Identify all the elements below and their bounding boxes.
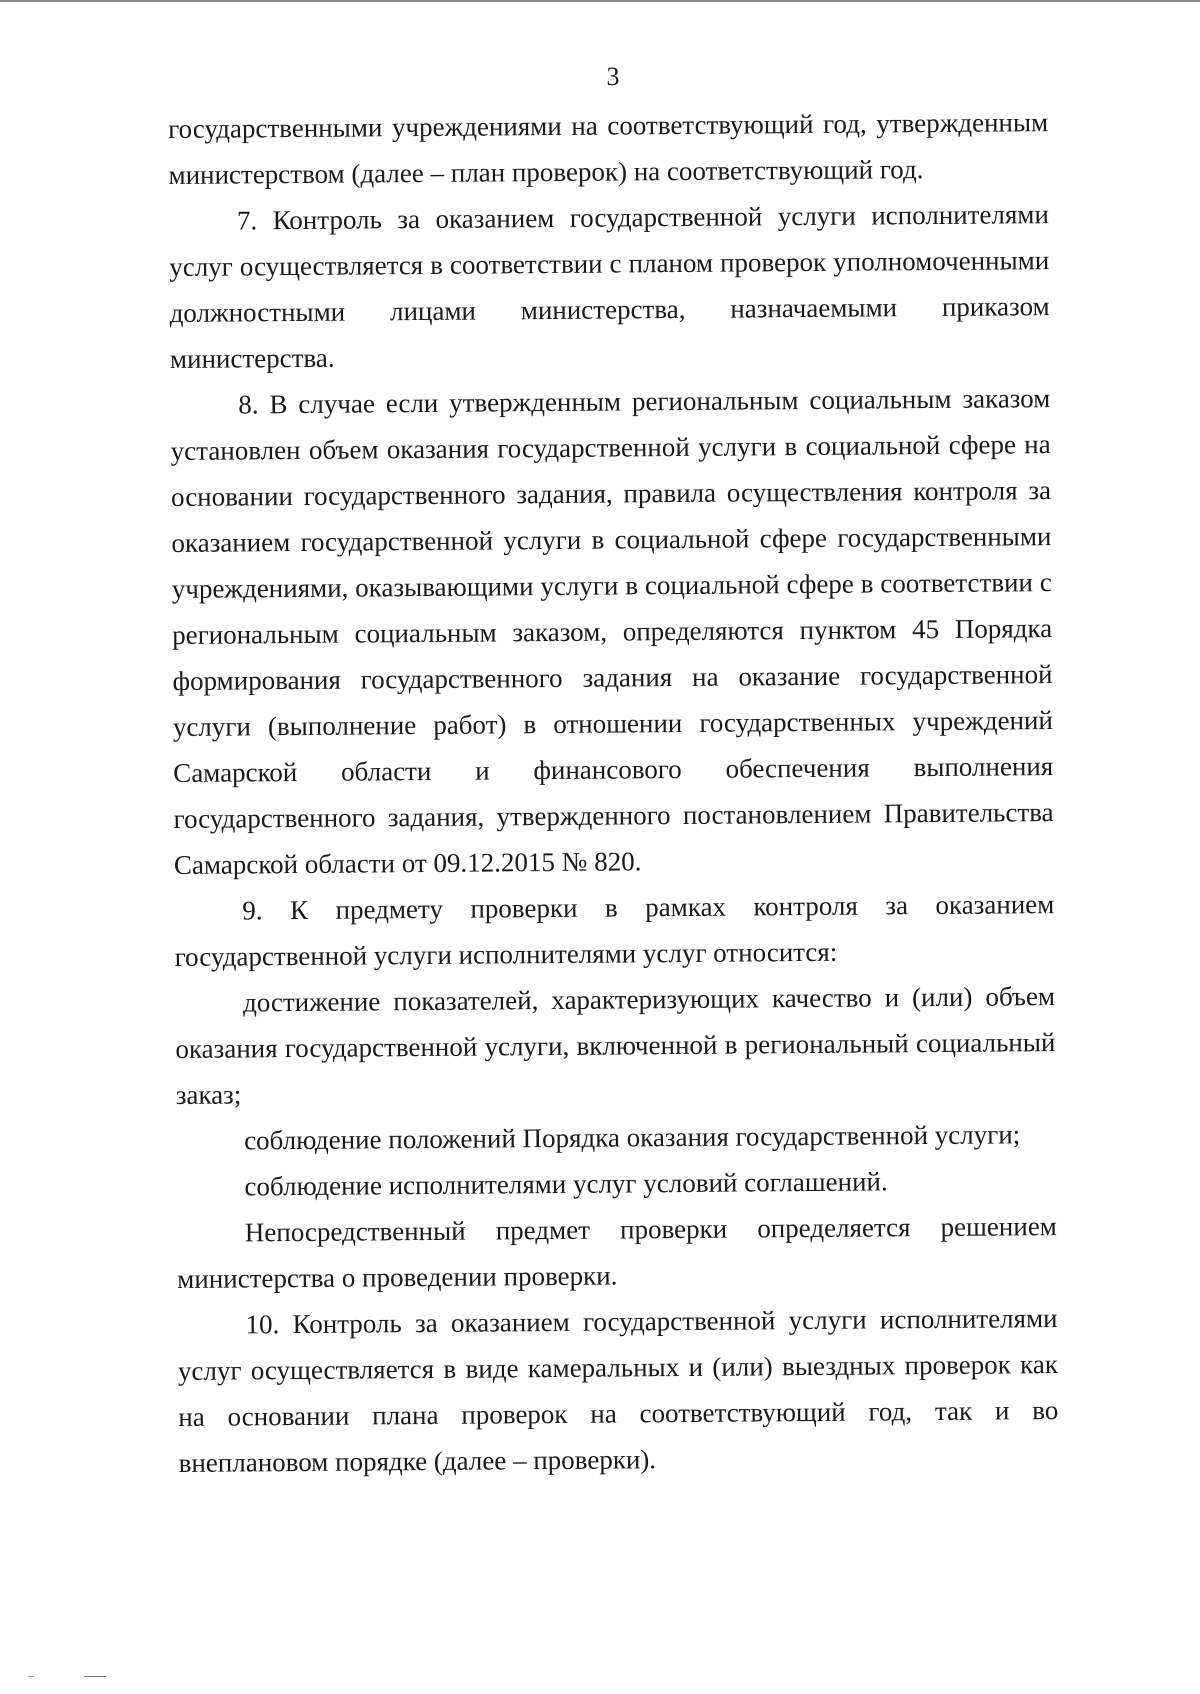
paragraph-subject-procedure: соблюдение положений Порядка оказания государственной услуги; — [244, 1119, 1021, 1156]
document-body — [168, 99, 1059, 1486]
paragraph-item-7: 7. Контроль за оказанием государственной услуги исполнителями услуг осуществляется в соответствии с планом проверок уполномоченными должностными лицами министерства, назначаемыми приказом министерства. — [169, 199, 1050, 374]
paragraph-subject-agreements: соблюдение исполнителями услуг условий соглашений. — [244, 1166, 888, 1202]
paragraph-item-10: 10. Контроль за оказанием государственной услуги исполнителями услуг осуществляется в виде камеральных и (или) выездных проверок как на основании плана проверок на соответствующий год, так и во внеплановом порядке (далее – проверки). — [177, 1303, 1059, 1478]
scan-mark — [84, 1676, 106, 1677]
paragraph-item-8: 8. В случае если утвержденным региональным социальным заказом установлен объем оказания государственной услуги в социальной сфере на основании государственного задания, правила осуществления контроля за оказанием государственной услуги в социальной сфере государственными учреждениями, оказывающими услуги в социальной сфере в соответствии с региональным социальным заказом, определяются пунктом 45 Порядка формирования государственного задания на оказание государственной услуги (выполнение работ) в отношении государственных учреждений Самарской области и финансового обеспечения выполнения государственного задания, утвержденного постановлением Правительства Самарской области от 09.12.2015 № 820. — [170, 383, 1054, 880]
paragraph-item-9: 9. К предмету проверки в рамках контроля за оказанием государственной услуги исполнителями услуг относится: — [174, 889, 1055, 972]
paragraph-direct-subject: Непосредственный предмет проверки определяется решением министерства о проведении проверки. — [177, 1211, 1057, 1294]
scan-top-edge — [0, 0, 1200, 2]
paragraph-subject-indicators: достижение показателей, характеризующих качество и (или) объем оказания государственной услуги, включенной в региональный социальный заказ; — [175, 981, 1056, 1110]
page-number: 3 — [606, 62, 620, 91]
scan-mark — [28, 1676, 34, 1677]
paragraph-continuation: государственными учреждениями на соответствующий год, утвержденным министерством (далее – план проверок) на соответствующий год. — [168, 107, 1049, 190]
